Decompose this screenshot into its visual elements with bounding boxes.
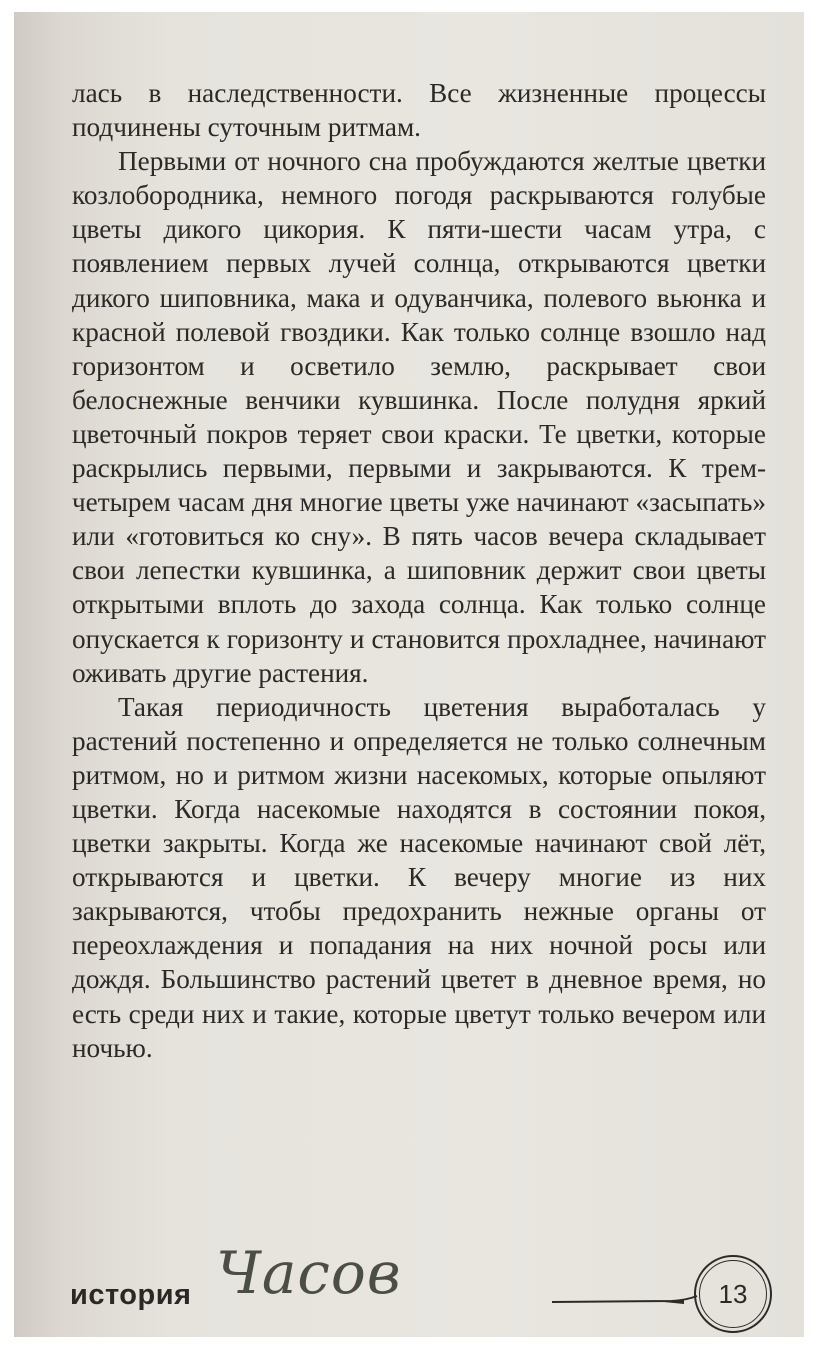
paragraph-1: лась в наследственности. Все жизненные процессы подчинены суточным ритмам. [72, 78, 766, 143]
book-page [14, 12, 804, 1337]
paragraph-2: Первыми от ночного сна пробуждаются желтые цветки козлобородника, немного погодя раскрываются голубые цветы дикого цикория. К пяти-шести часам утра, с появлением первых лучей солнца, открываются цветки дикого шиповника, мака и одуванчика, полевого вьюнка и красной полевой гвоздики. Как только солнце взошло над горизонтом и осветило землю, раскрывает свои белоснежные венчики кувшинка. После полудня яркий цветочный покров теряет свои краски. Те цветки, которые раскрылись первыми, первыми и закрываются. К трем-четырем часам дня многие цветы уже начинают «засыпать» или «готовиться ко сну». В пять часов вечера складывает свои лепестки кувшинка, а шиповник держит свои цветы открытыми вплоть до захода солнца. Как только солнце опускается к горизонту и становится прохладнее, начинают оживать другие растения. [72, 146, 766, 688]
body-text [72, 76, 766, 1065]
decorative-line-icon [552, 1282, 702, 1322]
page-footer [14, 1187, 804, 1337]
running-title-word-2: Часов [216, 1239, 402, 1307]
paragraph-3: Такая периодичность цветения выработалась у растений постепенно и определяется не только солнечным ритмом, но и ритмом жизни насекомых, которые опыляют цветки. Когда насекомые находятся в состоянии покоя, цветки закрыты. Когда же насекомые начинают свой лёт, открываются и цветки. К вечеру многие из них закрываются, чтобы предохранить нежные органы от переохлаждения и попадания на них ночной росы или дождя. Большинство растений цветет в дневное время, но есть среди них и такие, которые цветут только вечером или ночью. [72, 691, 766, 1063]
page-number-badge [694, 1255, 772, 1333]
page-number: 13 [718, 1278, 748, 1309]
running-title-word-1: история [70, 1279, 192, 1311]
